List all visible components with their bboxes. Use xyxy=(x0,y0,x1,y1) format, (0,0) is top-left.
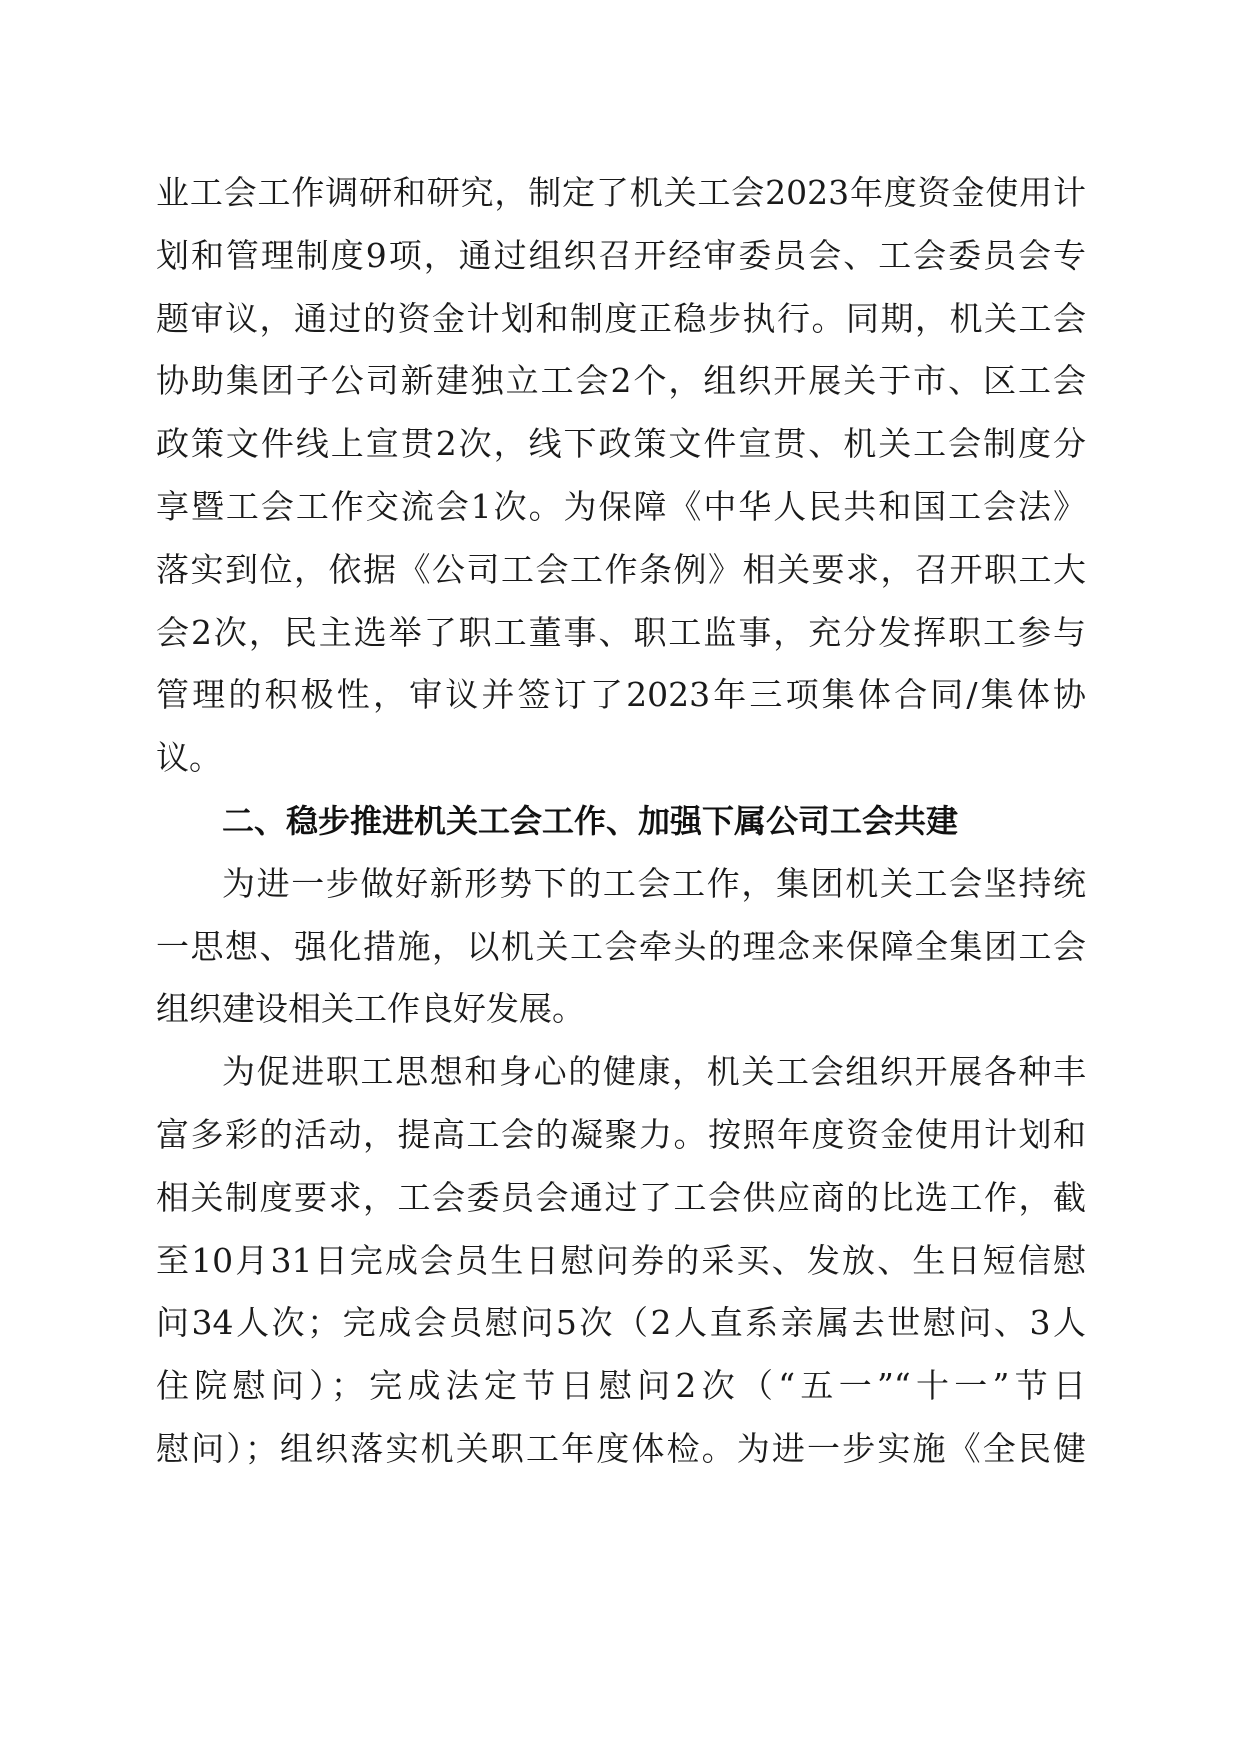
document-body xyxy=(156,162,1086,1481)
paragraph-line: 业工会工作调研和研究，制定了机关工会2023年度资金使用计 xyxy=(156,173,1086,212)
paragraph-line: 为促进职工思想和身心的健康，机关工会组织开展各种丰 xyxy=(222,1052,1086,1092)
paragraph-line: 为进一步做好新形势下的工会工作，集团机关工会坚持统 xyxy=(222,863,1086,903)
paragraph-line: 会2次，民主选举了职工董事、职工监事，充分发挥职工参与 xyxy=(156,612,1086,652)
paragraph-1 xyxy=(156,162,1086,790)
paragraph-3 xyxy=(156,1041,1086,1481)
paragraph-line: 至10月31日完成会员生日慰问券的采买、发放、生日短信慰 xyxy=(156,1240,1086,1280)
paragraph-line: 富多彩的活动，提高工会的凝聚力。按照年度资金使用计划和 xyxy=(156,1114,1086,1154)
paragraph-line: 问34人次；完成会员慰问5次（2人直系亲属去世慰问、3人 xyxy=(156,1303,1086,1343)
paragraph-line: 题审议，通过的资金计划和制度正稳步执行。同期，机关工会 xyxy=(156,298,1086,338)
paragraph-line: 落实到位，依据《公司工会工作条例》相关要求，召开职工大 xyxy=(156,549,1086,589)
paragraph-line: 慰问）；组织落实机关职工年度体检。为进一步实施《全民健 xyxy=(156,1428,1086,1468)
paragraph-2 xyxy=(156,853,1086,1041)
paragraph-line: 享暨工会工作交流会1次。为保障《中华人民共和国工会法》 xyxy=(156,486,1086,526)
paragraph-line: 一思想、强化措施，以机关工会牵头的理念来保障全集团工会 xyxy=(156,926,1086,966)
paragraph-line: 划和管理制度9项，通过组织召开经审委员会、工会委员会专 xyxy=(156,235,1086,275)
paragraph-line: 住院慰问）；完成法定节日慰问2次（“五一”“十一”节日 xyxy=(156,1366,1086,1406)
paragraph-line: 政策文件线上宣贯2次，线下政策文件宣贯、机关工会制度分 xyxy=(156,424,1086,464)
paragraph-line: 组织建设相关工作良好发展。 xyxy=(156,989,585,1029)
paragraph-line: 相关制度要求，工会委员会通过了工会供应商的比选工作，截 xyxy=(156,1177,1086,1217)
section-heading: 二、稳步推进机关工会工作、加强下属公司工会共建 xyxy=(222,801,959,840)
paragraph-line: 议。 xyxy=(156,738,222,778)
paragraph-line: 管理的积极性，审议并签订了2023年三项集体合同/集体协 xyxy=(156,675,1086,715)
paragraph-line: 协助集团子公司新建独立工会2个，组织开展关于市、区工会 xyxy=(156,361,1086,401)
